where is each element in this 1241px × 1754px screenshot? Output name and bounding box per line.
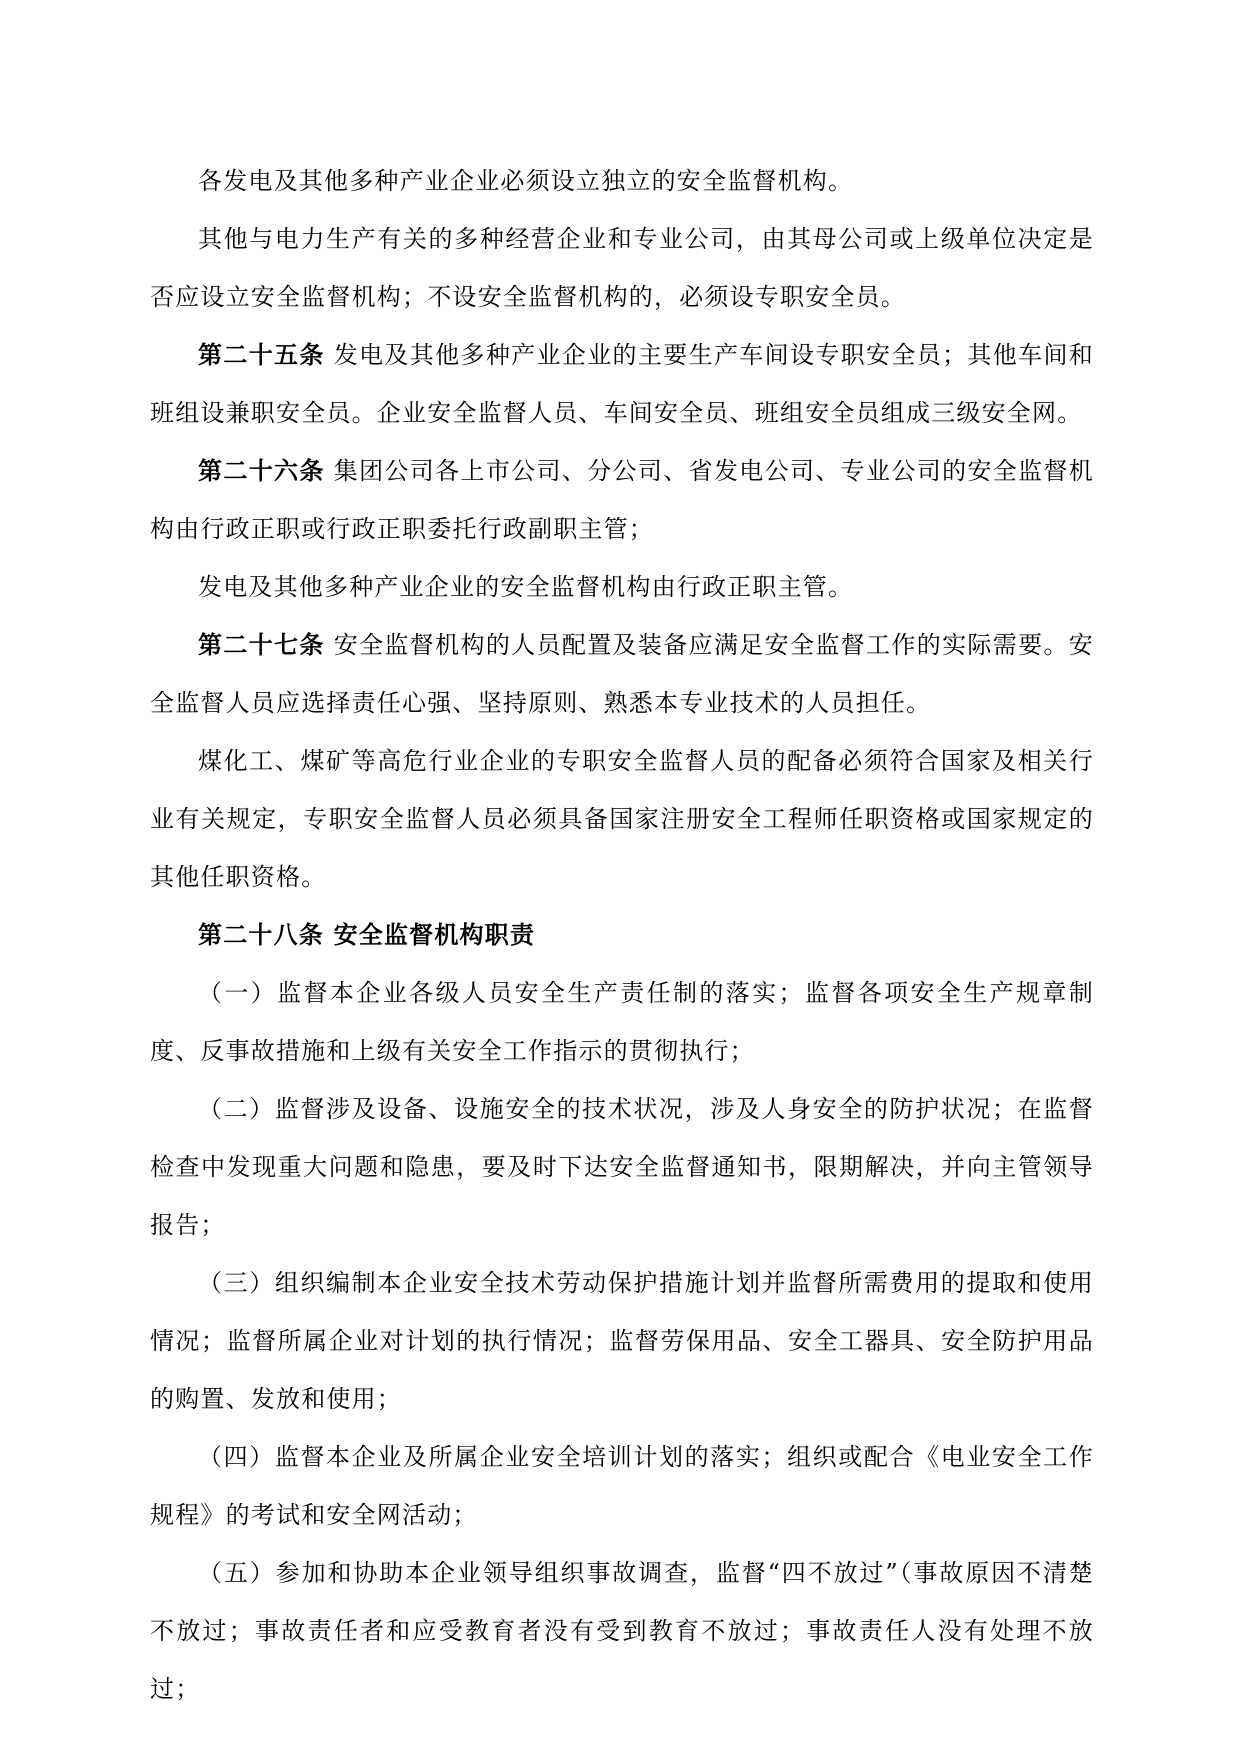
article-27 <box>150 616 1094 732</box>
article-28-heading <box>150 906 1094 964</box>
paragraph-text: 安全监督机构的人员配置及装备应满足安全监督工作的实际需要。安全监督人员应选择责任心强、坚持原则、熟悉本专业技术的人员担任。 <box>150 631 1095 717</box>
paragraph-text: （四）监督本企业及所属企业安全培训计划的落实；组织或配合《电业安全工作规程》的考试和安全网活动； <box>150 1443 1094 1529</box>
paragraph-text: 集团公司各上市公司、分公司、省发电公司、专业公司的安全监督机构由行政正职或行政正职委托行政副职主管； <box>150 457 1095 543</box>
document-page <box>150 152 1094 1718</box>
paragraph-5 <box>150 558 1094 616</box>
paragraph-text: （三）组织编制本企业安全技术劳动保护措施计划并监督所需费用的提取和使用情况；监督所属企业对计划的执行情况；监督劳保用品、安全工器具、安全防护用品的购置、发放和使用； <box>150 1269 1094 1413</box>
paragraph-text: 其他与电力生产有关的多种经营企业和专业公司，由其母公司或上级单位决定是否应设立安全监督机构；不设安全监督机构的，必须设专职安全员。 <box>150 225 1094 311</box>
article-26 <box>150 442 1094 558</box>
paragraph-text: 各发电及其他多种产业企业必须设立独立的安全监督机构。 <box>198 167 854 195</box>
paragraph-2 <box>150 210 1094 326</box>
duty-item-4 <box>150 1428 1094 1544</box>
paragraph-text: 煤化工、煤矿等高危行业企业的专职安全监督人员的配备必须符合国家及相关行业有关规定，专职安全监督人员必须具备国家注册安全工程师任职资格或国家规定的其他任职资格。 <box>150 747 1094 891</box>
duty-item-1 <box>150 964 1094 1080</box>
article-number: 第二十六条 <box>198 456 325 485</box>
paragraph-1 <box>150 152 1094 210</box>
duty-item-2 <box>150 1080 1094 1254</box>
article-25 <box>150 326 1094 442</box>
paragraph-text: 发电及其他多种产业企业的安全监督机构由行政正职主管。 <box>198 573 854 601</box>
paragraph-7 <box>150 732 1094 906</box>
paragraph-text: 发电及其他多种产业企业的主要生产车间设专职安全员；其他车间和班组设兼职安全员。企业安全监督人员、车间安全员、班组安全员组成三级安全网。 <box>150 341 1095 427</box>
article-number: 第二十八条 <box>198 920 324 949</box>
article-number: 第二十七条 <box>198 630 325 659</box>
paragraph-text: （一）监督本企业各级人员安全生产责任制的落实；监督各项安全生产规章制度、反事故措施和上级有关安全工作指示的贯彻执行； <box>150 979 1094 1065</box>
paragraph-text: （二）监督涉及设备、设施安全的技术状况，涉及人身安全的防护状况；在监督检查中发现重大问题和隐患，要及时下达安全监督通知书，限期解决，并向主管领导报告； <box>150 1095 1094 1239</box>
article-number: 第二十五条 <box>198 340 325 369</box>
duty-item-5 <box>150 1544 1094 1718</box>
duty-item-3 <box>150 1254 1094 1428</box>
section-heading: 安全监督机构职责 <box>333 920 536 949</box>
paragraph-text: （五）参加和协助本企业领导组织事故调查，监督“四不放过”（事故原因不清楚不放过；事故责任者和应受教育者没有受到教育不放过；事故责任人没有处理不放过； <box>150 1559 1094 1703</box>
